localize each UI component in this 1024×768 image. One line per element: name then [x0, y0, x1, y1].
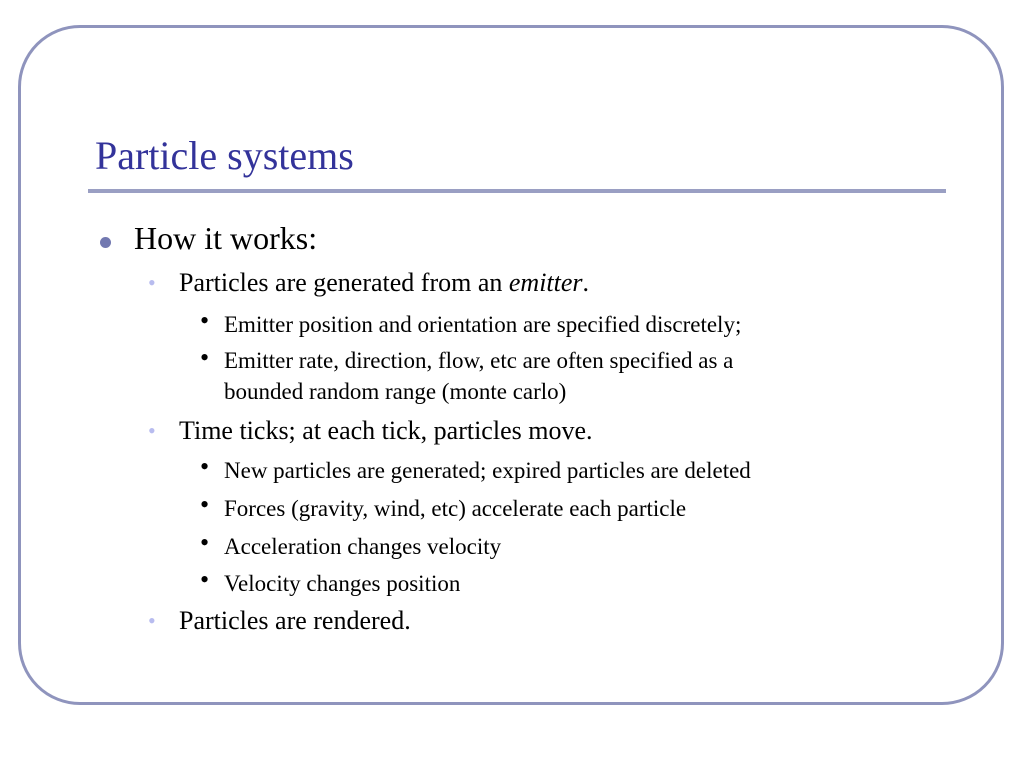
bullet-how-it-works: How it works:	[134, 220, 318, 256]
bullet-emitter-rate-line2: bounded random range (monte carlo)	[224, 379, 567, 404]
bullet-emitter-emphasis: emitter	[508, 268, 583, 297]
bullet-emitter-position: Emitter position and orientation are specified discretely;	[224, 312, 742, 337]
level3-bullet-icon: •	[200, 343, 210, 372]
level3-bullet-icon: •	[200, 565, 210, 594]
level3-bullet-icon: •	[200, 528, 210, 557]
level1-bullet-icon	[100, 237, 111, 248]
bullet-acceleration: Acceleration changes velocity	[224, 534, 502, 559]
bullet-rendered: Particles are rendered.	[179, 606, 411, 635]
level3-bullet-icon: •	[200, 306, 210, 335]
bullet-new-particles: New particles are generated; expired particles are deleted	[224, 458, 751, 483]
slide-title: Particle systems	[95, 133, 354, 178]
bullet-forces: Forces (gravity, wind, etc) accelerate each particle	[224, 496, 687, 521]
level3-bullet-icon: •	[200, 452, 210, 481]
bullet-emitter	[179, 268, 589, 298]
level3-bullet-icon: •	[200, 490, 210, 519]
level2-bullet-icon: •	[148, 418, 156, 443]
bullet-velocity: Velocity changes position	[224, 571, 461, 596]
bullet-emitter-prefix: Particles are generated from an	[179, 268, 509, 297]
level2-bullet-icon: •	[148, 608, 156, 633]
bullet-emitter-rate-line1: Emitter rate, direction, flow, etc are often specified as a	[224, 348, 734, 373]
level2-bullet-icon: •	[148, 270, 156, 295]
bullet-time-ticks: Time ticks; at each tick, particles move.	[179, 416, 593, 445]
bullet-emitter-suffix: .	[582, 268, 590, 297]
